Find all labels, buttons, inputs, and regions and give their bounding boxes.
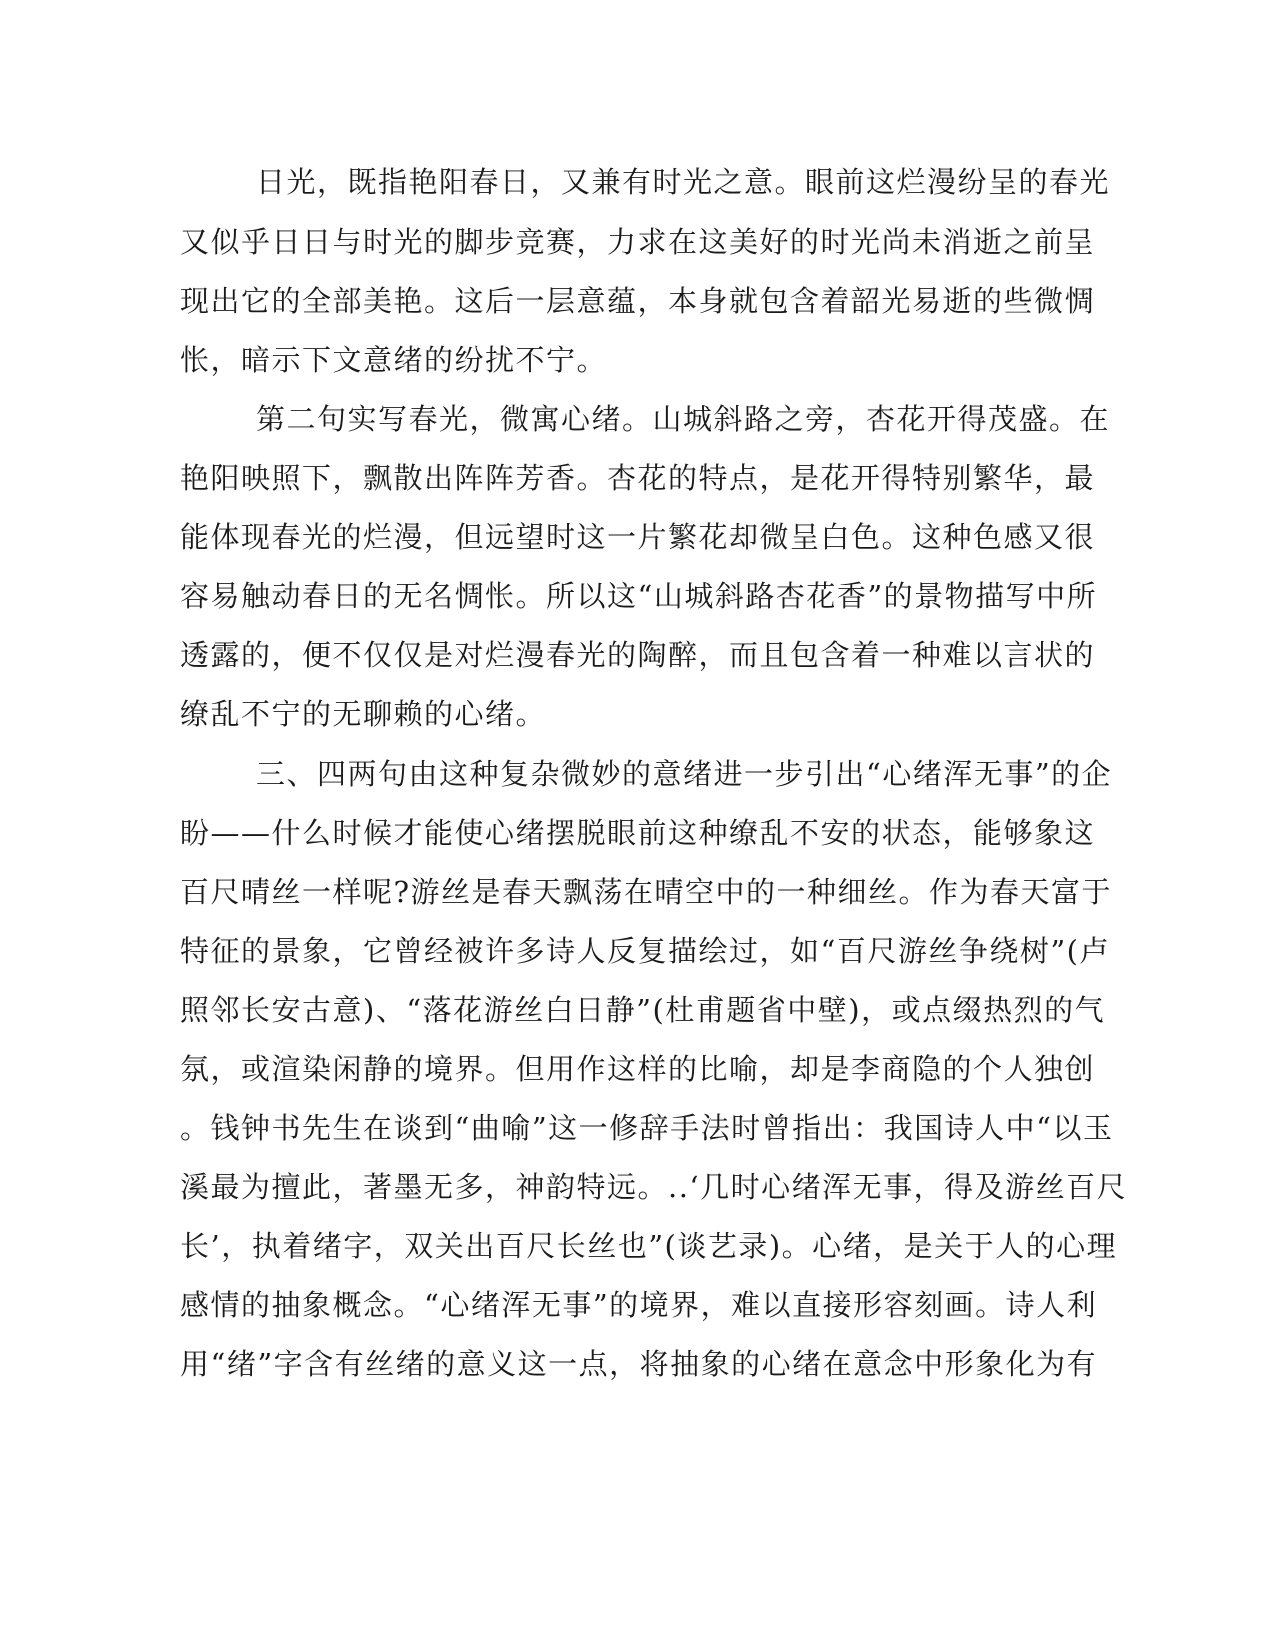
text-line: 用“绪”字含有丝绪的意义这一点，将抽象的心绪在意念中形象化为有 bbox=[180, 1347, 1098, 1381]
text-line: 百尺晴丝一样呢?游丝是春天飘荡在晴空中的一种细丝。作为春天富于 bbox=[180, 875, 1113, 909]
text-line: 容易触动春日的无名惆怅。所以这“山城斜路杏花香”的景物描写中所 bbox=[180, 579, 1098, 613]
text-line: 怅，暗示下文意绪的纷扰不宁。 bbox=[180, 343, 608, 377]
text-line: 能体现春光的烂漫，但远望时这一片繁花却微呈白色。这种色感又很 bbox=[180, 520, 1096, 554]
text-line: 日光，既指艳阳春日，又兼有时光之意。眼前这烂漫纷呈的春光 bbox=[256, 165, 1111, 199]
text-line: 现出它的全部美艳。这后一层意蕴，本身就包含着韶光易逝的些微惆 bbox=[180, 284, 1096, 318]
text-line: 溪最为擅此，著墨无多，神韵特远。..‘几时心绪浑无事，得及游丝百尺 bbox=[180, 1170, 1128, 1204]
text-line: 长’，执着绪字，双关出百尺长丝也”(谈艺录)。心绪，是关于人的心理 bbox=[180, 1229, 1118, 1263]
text-line: 氛，或渲染闲静的境界。但用作这样的比喻，却是李商隐的个人独创 bbox=[180, 1052, 1096, 1086]
text-line: 第二句实写春光，微寓心绪。山城斜路之旁，杏花开得茂盛。在 bbox=[256, 402, 1111, 436]
text-line: 三、四两句由这种复杂微妙的意绪进一步引出“心绪浑无事”的企 bbox=[256, 757, 1113, 791]
text-line: 盼——什么时候才能使心绪摆脱眼前这种缭乱不安的状态，能够象这 bbox=[180, 816, 1096, 850]
text-line: 又似乎日日与时光的脚步竞赛，力求在这美好的时光尚未消逝之前呈 bbox=[180, 225, 1096, 259]
text-line: 艳阳映照下，飘散出阵阵芳香。杏花的特点，是花开得特别繁华，最 bbox=[180, 461, 1096, 495]
text-line: 特征的景象，它曾经被许多诗人反复描绘过，如“百尺游丝争绕树”(卢 bbox=[180, 934, 1110, 968]
text-line: 缭乱不宁的无聊赖的心绪。 bbox=[180, 697, 547, 731]
text-line: 感情的抽象概念。“心绪浑无事”的境界，难以直接形容刻画。诗人利 bbox=[180, 1288, 1098, 1322]
text-line: 透露的，便不仅仅是对烂漫春光的陶醉，而且包含着一种难以言状的 bbox=[180, 638, 1096, 672]
text-line: 。钱钟书先生在谈到“曲喻”这一修辞手法时曾指出：我国诗人中“以玉 bbox=[180, 1111, 1114, 1145]
text-line: 照邻长安古意)、“落花游丝白日静”(杜甫题省中壁)，或点缀热烈的气 bbox=[180, 993, 1106, 1027]
